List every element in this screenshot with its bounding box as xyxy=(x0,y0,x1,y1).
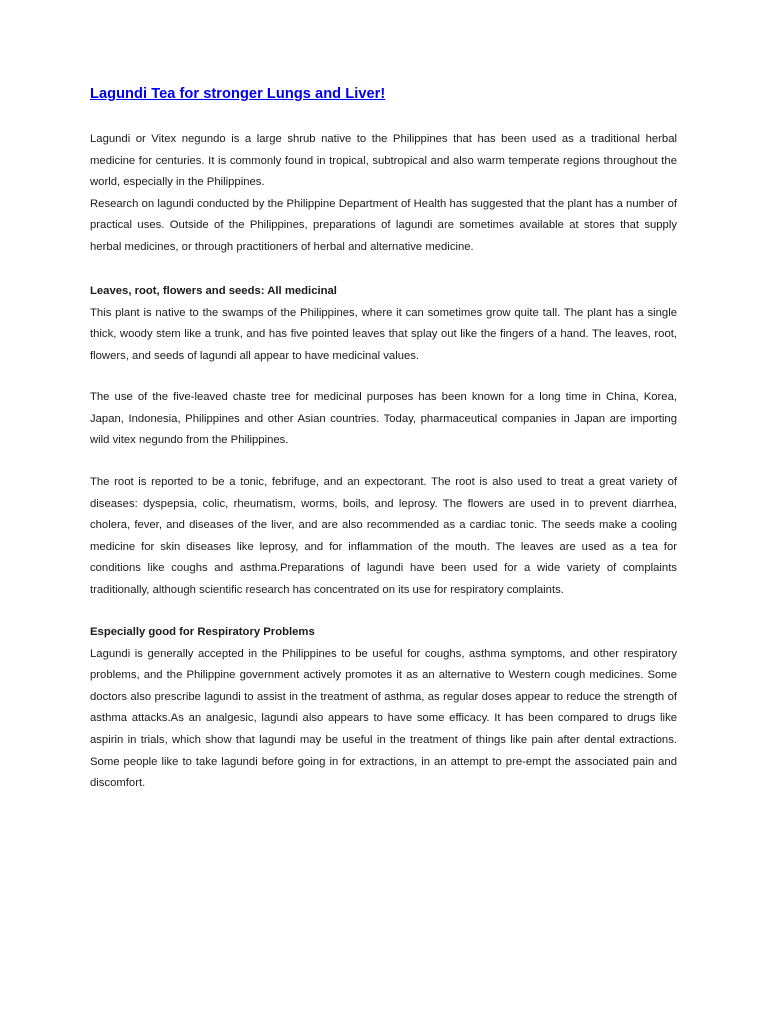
section-respiratory xyxy=(90,622,677,795)
section-leaves-root-cont xyxy=(90,387,677,452)
section-heading: Leaves, root, flowers and seeds: All medicinal xyxy=(90,285,337,297)
section-leaves-root xyxy=(90,281,677,367)
section-heading: Especially good for Respiratory Problems xyxy=(90,626,315,638)
section-paragraph: This plant is native to the swamps of the Philippines, where it can sometimes grow quite tall. The plant has a single thick, woody stem like a trunk, and has five pointed leaves that splay out like the fingers of a hand. The leaves, root, flowers, and seeds of lagundi all appear to have medicinal values. xyxy=(90,306,677,362)
intro-paragraph-1: Lagundi or Vitex negundo is a large shrub native to the Philippines that has been used as a traditional herbal medicine for centuries. It is commonly found in tropical, subtropical and also warm temperate regions throughout the world, especially in the Philippines. xyxy=(90,133,677,189)
section-paragraph: The root is reported to be a tonic, febrifuge, and an expectorant. The root is also used to treat a great variety of diseases: dyspepsia, colic, rheumatism, worms, boils, and leprosy. The flowers are used in to prevent diarrhea, cholera, fever, and diseases of the liver, and are also recommended as a cardiac tonic. The seeds make a cooling medicine for skin diseases like leprosy, and for inflammation of the mouth. The leaves are used as a tea for conditions like coughs and asthma.Preparations of lagundi have been used for a wide variety of complaints traditionally, although scientific research has concentrated on its use for respiratory complaints. xyxy=(90,476,677,596)
article-title-link[interactable]: Lagundi Tea for stronger Lungs and Liver! xyxy=(90,86,386,102)
intro-section xyxy=(90,129,677,259)
section-paragraph: The use of the five-leaved chaste tree for medicinal purposes has been known for a long time in China, Korea, Japan, Indonesia, Philippines and other Asian countries. Today, pharmaceutical companies in Japan are importing wild vitex negundo from the Philippines. xyxy=(90,391,677,447)
section-leaves-root-cont xyxy=(90,472,677,602)
section-paragraph: Lagundi is generally accepted in the Philippines to be useful for coughs, asthma symptoms, and other respiratory problems, and the Philippine government actively promotes it as an alternative to Western cough medicines. Some doctors also prescribe lagundi to assist in the treatment of asthma, as regular doses appear to reduce the strength of asthma attacks.As an analgesic, lagundi also appears to have some efficacy. It has been compared to drugs like aspirin in trials, which show that lagundi may be useful in the treatment of things like pain after dental extractions. Some people like to take lagundi before going in for extractions, in an attempt to pre-empt the associated pain and discomfort. xyxy=(90,647,677,790)
intro-paragraph-2: Research on lagundi conducted by the Philippine Department of Health has suggested that the plant has a number of practical uses. Outside of the Philippines, preparations of lagundi are sometimes available at stores that supply herbal medicines, or through practitioners of herbal and alternative medicine. xyxy=(90,197,677,253)
